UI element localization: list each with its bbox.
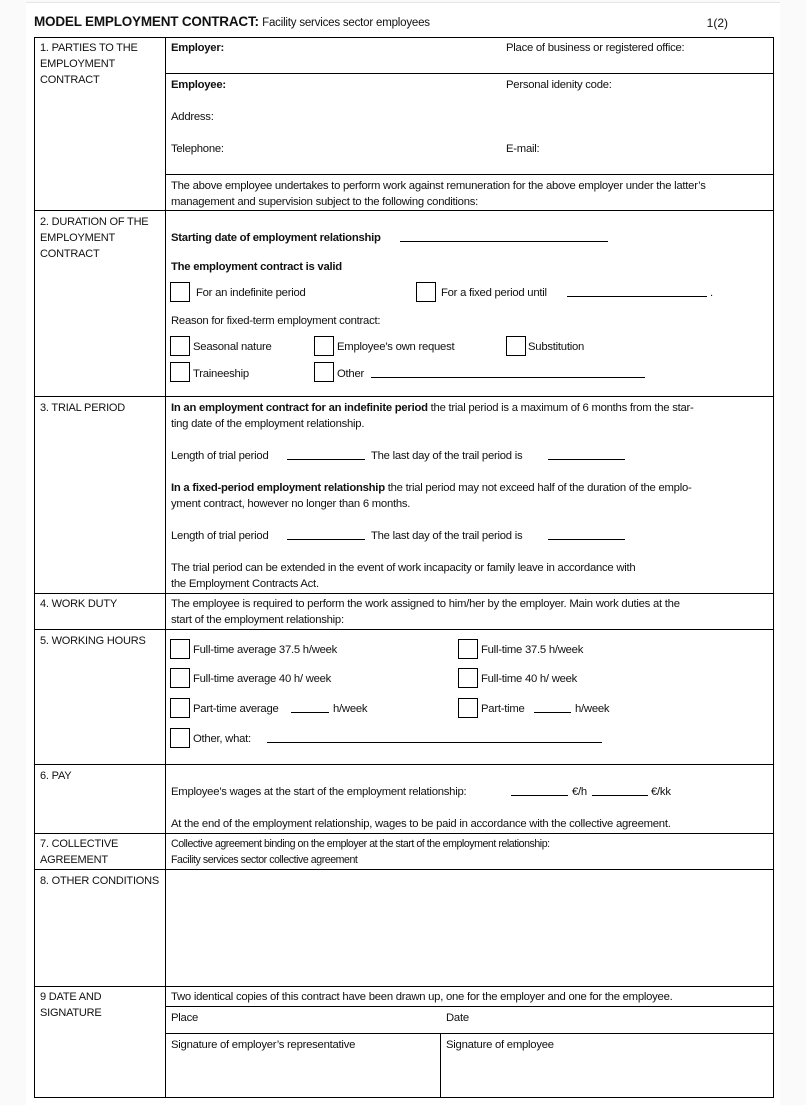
divider	[34, 764, 774, 765]
reason-label: Reason for fixed-term employment contract:	[171, 315, 381, 327]
divider	[34, 210, 774, 211]
document-subtitle: Facility services sector employees	[262, 17, 430, 29]
ft-avg-375-label: Full-time average 37.5 h/week	[193, 644, 338, 656]
wages-monthly-field[interactable]	[592, 795, 648, 796]
divider	[34, 986, 774, 987]
work-duty-line-1: The employee is required to perform the work assigned to him/her by the employer. Main work duties at the	[171, 598, 680, 610]
starting-date-label: Starting date of employment relationship	[171, 232, 381, 244]
divider	[165, 1033, 774, 1034]
pt-label: Part-time	[481, 703, 525, 715]
indefinite-period-checkbox[interactable]	[170, 282, 190, 302]
divider	[34, 629, 774, 630]
employer-signature-field[interactable]	[167, 1055, 438, 1096]
section-label-pay: 6. PAY	[40, 770, 72, 782]
document-title: MODEL EMPLOYMENT CONTRACT:	[34, 14, 259, 29]
indefinite-period-label: For an indefinite period	[196, 287, 306, 299]
traineeship-checkbox[interactable]	[170, 362, 190, 382]
date-field[interactable]	[442, 1008, 772, 1031]
trial-indefinite-rest: the trial period is a maximum of 6 months from the star-	[427, 402, 694, 414]
divider	[34, 396, 774, 397]
trial-length-field-2[interactable]	[287, 539, 365, 540]
section-label-parties: 1. PARTIES TO THE EMPLOYMENT CONTRACT	[40, 42, 138, 86]
fixed-period-label: For a fixed period until	[441, 287, 547, 299]
own-request-label: Employee’s own request	[337, 341, 455, 353]
trial-fixed-line-1	[171, 480, 692, 496]
ft-375-label: Full-time 37.5 h/week	[481, 644, 584, 656]
other-hours-label: Other, what:	[193, 733, 251, 745]
divider	[165, 174, 774, 175]
employer-label: Employer:	[171, 42, 224, 54]
trial-extension-line-1: The trial period can be extended in the event of work incapacity or family leave in accordance with	[171, 562, 636, 574]
trial-length-field-1[interactable]	[287, 459, 365, 460]
place-label: Place	[171, 1012, 199, 1024]
pt-avg-checkbox[interactable]	[170, 698, 190, 718]
other-conditions-field[interactable]	[167, 871, 772, 984]
section-label-other-conditions: 8. OTHER CONDITIONS	[40, 875, 160, 887]
collective-agreement-line-2: Facility services sector collective agreement	[171, 854, 358, 866]
ft-40-checkbox[interactable]	[458, 668, 478, 688]
telephone-label: Telephone:	[171, 143, 224, 155]
trial-extension-line-2: the Employment Contracts Act.	[171, 578, 319, 590]
end-of-employment-text: At the end of the employment relationship, wages to be paid in accordance with the collective agreement.	[171, 818, 671, 830]
substitution-checkbox[interactable]	[506, 336, 526, 356]
undertaking-text: The above employee undertakes to perform work against remuneration for the above employer under the latter’s management and supervision subject to the following conditions:	[171, 180, 706, 208]
trial-indefinite-line-2: ting date of the employment relationship.	[171, 418, 365, 430]
divider	[165, 73, 774, 74]
collective-agreement-line-1: Collective agreement binding on the employer at the start of the employment relationship:	[171, 838, 550, 850]
personal-id-label: Personal idenity code:	[506, 79, 612, 91]
divider	[34, 833, 774, 834]
trial-last-day-field-1[interactable]	[548, 459, 625, 460]
fixed-period-checkbox[interactable]	[416, 282, 436, 302]
trial-indefinite-bold: In an employment contract for an indefinite period	[171, 402, 428, 414]
trial-fixed-line-2: yment contract, however no longer than 6 months.	[171, 498, 411, 510]
wages-hourly-unit: €/h	[572, 786, 587, 798]
divider	[34, 593, 774, 594]
section-label-work-duty: 4. WORK DUTY	[40, 598, 118, 610]
divider	[165, 1006, 774, 1007]
ft-375-checkbox[interactable]	[458, 639, 478, 659]
other-hours-field[interactable]	[267, 742, 602, 743]
section-label-collective-agreement: 7. COLLECTIVE AGREEMENT	[40, 838, 119, 866]
other-hours-checkbox[interactable]	[170, 728, 190, 748]
pt-checkbox[interactable]	[458, 698, 478, 718]
seasonal-nature-checkbox[interactable]	[170, 336, 190, 356]
employee-label: Employee:	[171, 79, 226, 91]
pt-unit: h/week	[575, 703, 610, 715]
place-field[interactable]	[167, 1008, 437, 1031]
section-label-trial-period: 3. TRIAL PERIOD	[40, 402, 126, 414]
wages-label: Employee’s wages at the start of the employment relationship:	[171, 786, 467, 798]
wages-hourly-field[interactable]	[511, 795, 568, 796]
pt-avg-hours-field[interactable]	[291, 712, 329, 713]
fixed-period-until-field[interactable]	[567, 296, 707, 297]
employer-signature-label: Signature of employer’s representative	[171, 1039, 356, 1051]
trial-fixed-rest: the trial period may not exceed half of the duration of the emplo-	[384, 482, 692, 494]
date-label: Date	[446, 1012, 469, 1024]
employee-signature-label: Signature of employee	[446, 1039, 554, 1051]
trial-last-day-label-2: The last day of the trail period is	[371, 530, 523, 542]
seasonal-nature-label: Seasonal nature	[193, 341, 272, 353]
trial-last-day-label-1: The last day of the trail period is	[371, 450, 523, 462]
work-duty-line-2: start of the employment relationship:	[171, 614, 344, 626]
employee-signature-field[interactable]	[442, 1055, 772, 1096]
ft-avg-40-checkbox[interactable]	[170, 668, 190, 688]
trial-length-label-1: Length of trial period	[171, 450, 269, 462]
email-label: E-mail:	[506, 143, 540, 155]
own-request-checkbox[interactable]	[314, 336, 334, 356]
address-label: Address:	[171, 111, 214, 123]
signature-divider	[440, 1033, 441, 1098]
ft-avg-375-checkbox[interactable]	[170, 639, 190, 659]
divider	[34, 869, 774, 870]
trial-last-day-field-2[interactable]	[548, 539, 625, 540]
trial-fixed-bold: In a fixed-period employment relationship	[171, 482, 385, 494]
page-number: 1(2)	[706, 16, 728, 30]
wages-monthly-unit: €/kk	[651, 786, 671, 798]
trial-length-label-2: Length of trial period	[171, 530, 269, 542]
other-reason-field[interactable]	[371, 377, 645, 378]
substitution-label: Substitution	[528, 341, 585, 353]
section-label-date-signature: 9 DATE AND SIGNATURE	[40, 991, 102, 1019]
ft-40-label: Full-time 40 h/ week	[481, 673, 578, 685]
trial-indefinite-line-1	[171, 400, 694, 416]
section-label-working-hours: 5. WORKING HOURS	[40, 635, 146, 647]
pt-avg-unit: h/week	[333, 703, 368, 715]
other-reason-label: Other	[337, 368, 365, 380]
other-reason-checkbox[interactable]	[314, 362, 334, 382]
place-of-business-label: Place of business or registered office:	[506, 42, 685, 54]
pt-avg-label: Part-time average	[193, 703, 279, 715]
traineeship-label: Traineeship	[193, 368, 249, 380]
document-header	[34, 14, 774, 34]
copies-text: Two identical copies of this contract have been drawn up, one for the employer and one for the employee.	[171, 991, 673, 1003]
starting-date-field[interactable]	[400, 241, 608, 242]
valid-label: The employment contract is valid	[171, 261, 342, 273]
fixed-period-suffix: .	[710, 287, 713, 299]
column-divider	[165, 37, 166, 1098]
section-label-duration: 2. DURATION OF THE EMPLOYMENT CONTRACT	[40, 216, 149, 260]
ft-avg-40-label: Full-time average 40 h/ week	[193, 673, 332, 685]
pt-hours-field[interactable]	[534, 712, 571, 713]
